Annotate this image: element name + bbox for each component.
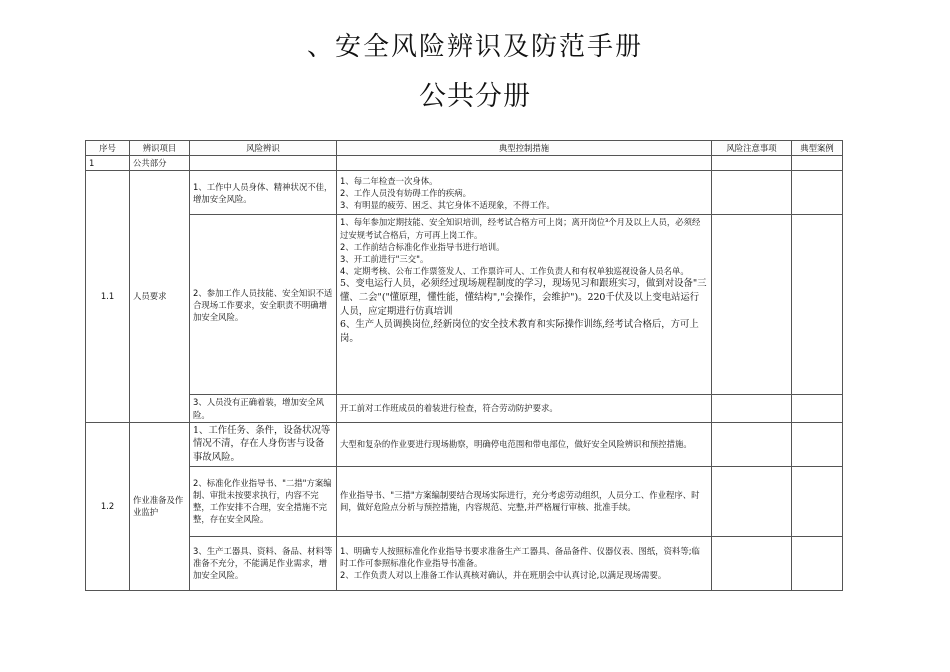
measure-line: 6、生产人员调换岗位,经新岗位的安全技术教育和实际操作训练,经考试合格后，方可上岗。: [340, 319, 699, 344]
group-no: 1.2: [86, 422, 130, 590]
risk-cell: 2、标准化作业指导书、"二措"方案编制、审批未按要求执行，内容不完整，工作安排不合理，安全措施不完整，存在安全风险。: [190, 466, 337, 536]
empty-cell: [792, 422, 843, 466]
measures-cell: [337, 536, 712, 590]
measure-line: 4、定期考核、公布工作票签发人、工作票许可人、工作负责人和有权单独巡视设备人员名单。: [340, 266, 689, 277]
measure-line: 3、开工前进行"三交"。: [340, 253, 429, 264]
measure-line: 5、变电运行人员，必须经过现场规程制度的学习，现场见习和跟班实习，做到对设备"三懂、二会"("懂原理，懂性能，懂结构","会操作，会维护")。220千伏及以上变电站运行人员，应定期进行仿真培训: [340, 278, 707, 317]
header-no: 序号: [86, 141, 130, 156]
empty-cell: [792, 156, 843, 171]
empty-cell: [712, 156, 792, 171]
risk-cell: 2、参加工作人员技能、安全知识不适合现场工作要求，安全职责不明确增加安全风险。: [190, 215, 337, 395]
document-title: 、安全风险辨识及防范手册: [306, 32, 643, 62]
table-row: [86, 466, 843, 536]
measure-line: 作业指导书、"三措"方案编制要结合现场实际进行，充分考虑劳动组织，人员分工、作业程序、时间，做好危险点分析与预控措施，内容规范、完整,并严格履行审核、批准手续。: [340, 489, 700, 513]
empty-cell: [792, 395, 843, 422]
measure-line: 1、每二年检查一次身体。: [340, 175, 438, 186]
group-item: 作业准备及作业监护: [130, 422, 190, 590]
empty-cell: [792, 215, 843, 395]
header-item: 辨识项目: [130, 141, 190, 156]
risk-cell: 3、人员没有正确着装，增加安全风险。: [190, 395, 337, 422]
header-risk: 风险辨识: [190, 141, 337, 156]
risk-cell: 1、工作中人员身体、精神状况不佳，增加安全风险。: [190, 171, 337, 215]
table-row: [86, 395, 843, 422]
measures-cell: [337, 422, 712, 466]
empty-cell: [792, 171, 843, 215]
risk-table: [85, 140, 843, 591]
document-subtitle: 公共分册: [419, 81, 531, 112]
empty-cell: [712, 171, 792, 215]
measure-line: 1、明确专人按照标准化作业指导书要求准备生产工器具、备品备件、仪器仪表、图纸，资料等;临时工作可参照标准化作业指导书准备。: [340, 545, 700, 569]
measure-line: 大型和复杂的作业要进行现场勘察，明确停电范围和带电部位，做好安全风险辨识和预控措施。: [340, 439, 692, 450]
empty-cell: [712, 422, 792, 466]
measures-cell: [337, 395, 712, 422]
measures-cell: [337, 466, 712, 536]
group-item: 人员要求: [130, 171, 190, 422]
empty-cell: [190, 156, 337, 171]
empty-cell: [712, 215, 792, 395]
empty-cell: [712, 395, 792, 422]
empty-cell: [792, 536, 843, 590]
section-name: 公共部分: [130, 156, 190, 171]
empty-cell: [792, 466, 843, 536]
measure-line: 开工前对工作班成员的着装进行检查，符合劳动防护要求。: [340, 403, 558, 414]
empty-cell: [712, 536, 792, 590]
header-measures: 典型控制措施: [337, 141, 712, 156]
measure-line: 2、工作前结合标准化作业指导书进行培训。: [340, 241, 505, 252]
table-row: [86, 215, 843, 395]
measure-line: 2、工作负责人对以上准备工作认真核对确认，并在班朋会中认真讨论,以满足现场需要。: [340, 570, 667, 581]
measures-cell: [337, 171, 712, 215]
section-no: 1: [86, 156, 130, 171]
risk-cell: 1、工作任务、条件，设备状况等情况不清，存在人身伤害与设备事故风险。: [190, 422, 337, 466]
table-header-row: [86, 141, 843, 156]
table-row: [86, 536, 843, 590]
risk-cell: 3、生产工器具、资料、备品、材料等准备不充分，不能满足作业需求，增加安全风险。: [190, 536, 337, 590]
measures-cell: [337, 215, 712, 395]
header-notes: 风险注意事项: [712, 141, 792, 156]
table-row: [86, 171, 843, 215]
table-row: [86, 156, 843, 171]
measure-line: 1、每年参加定期技能、安全知识培训，经考试合格方可上岗；离开岗位³个月及以上人员，必须经过安规考试合格后，方可再上岗工作。: [340, 217, 701, 240]
measure-line: 3、有明显的疲劳、困乏、其它身体不适现象，不得工作。: [340, 199, 555, 210]
table-row: [86, 422, 843, 466]
measure-line: 2、工作人员没有妨碍工作的疾病。: [340, 187, 471, 198]
empty-cell: [712, 466, 792, 536]
empty-cell: [337, 156, 712, 171]
group-no: 1.1: [86, 171, 130, 422]
header-cases: 典型案例: [792, 141, 843, 156]
